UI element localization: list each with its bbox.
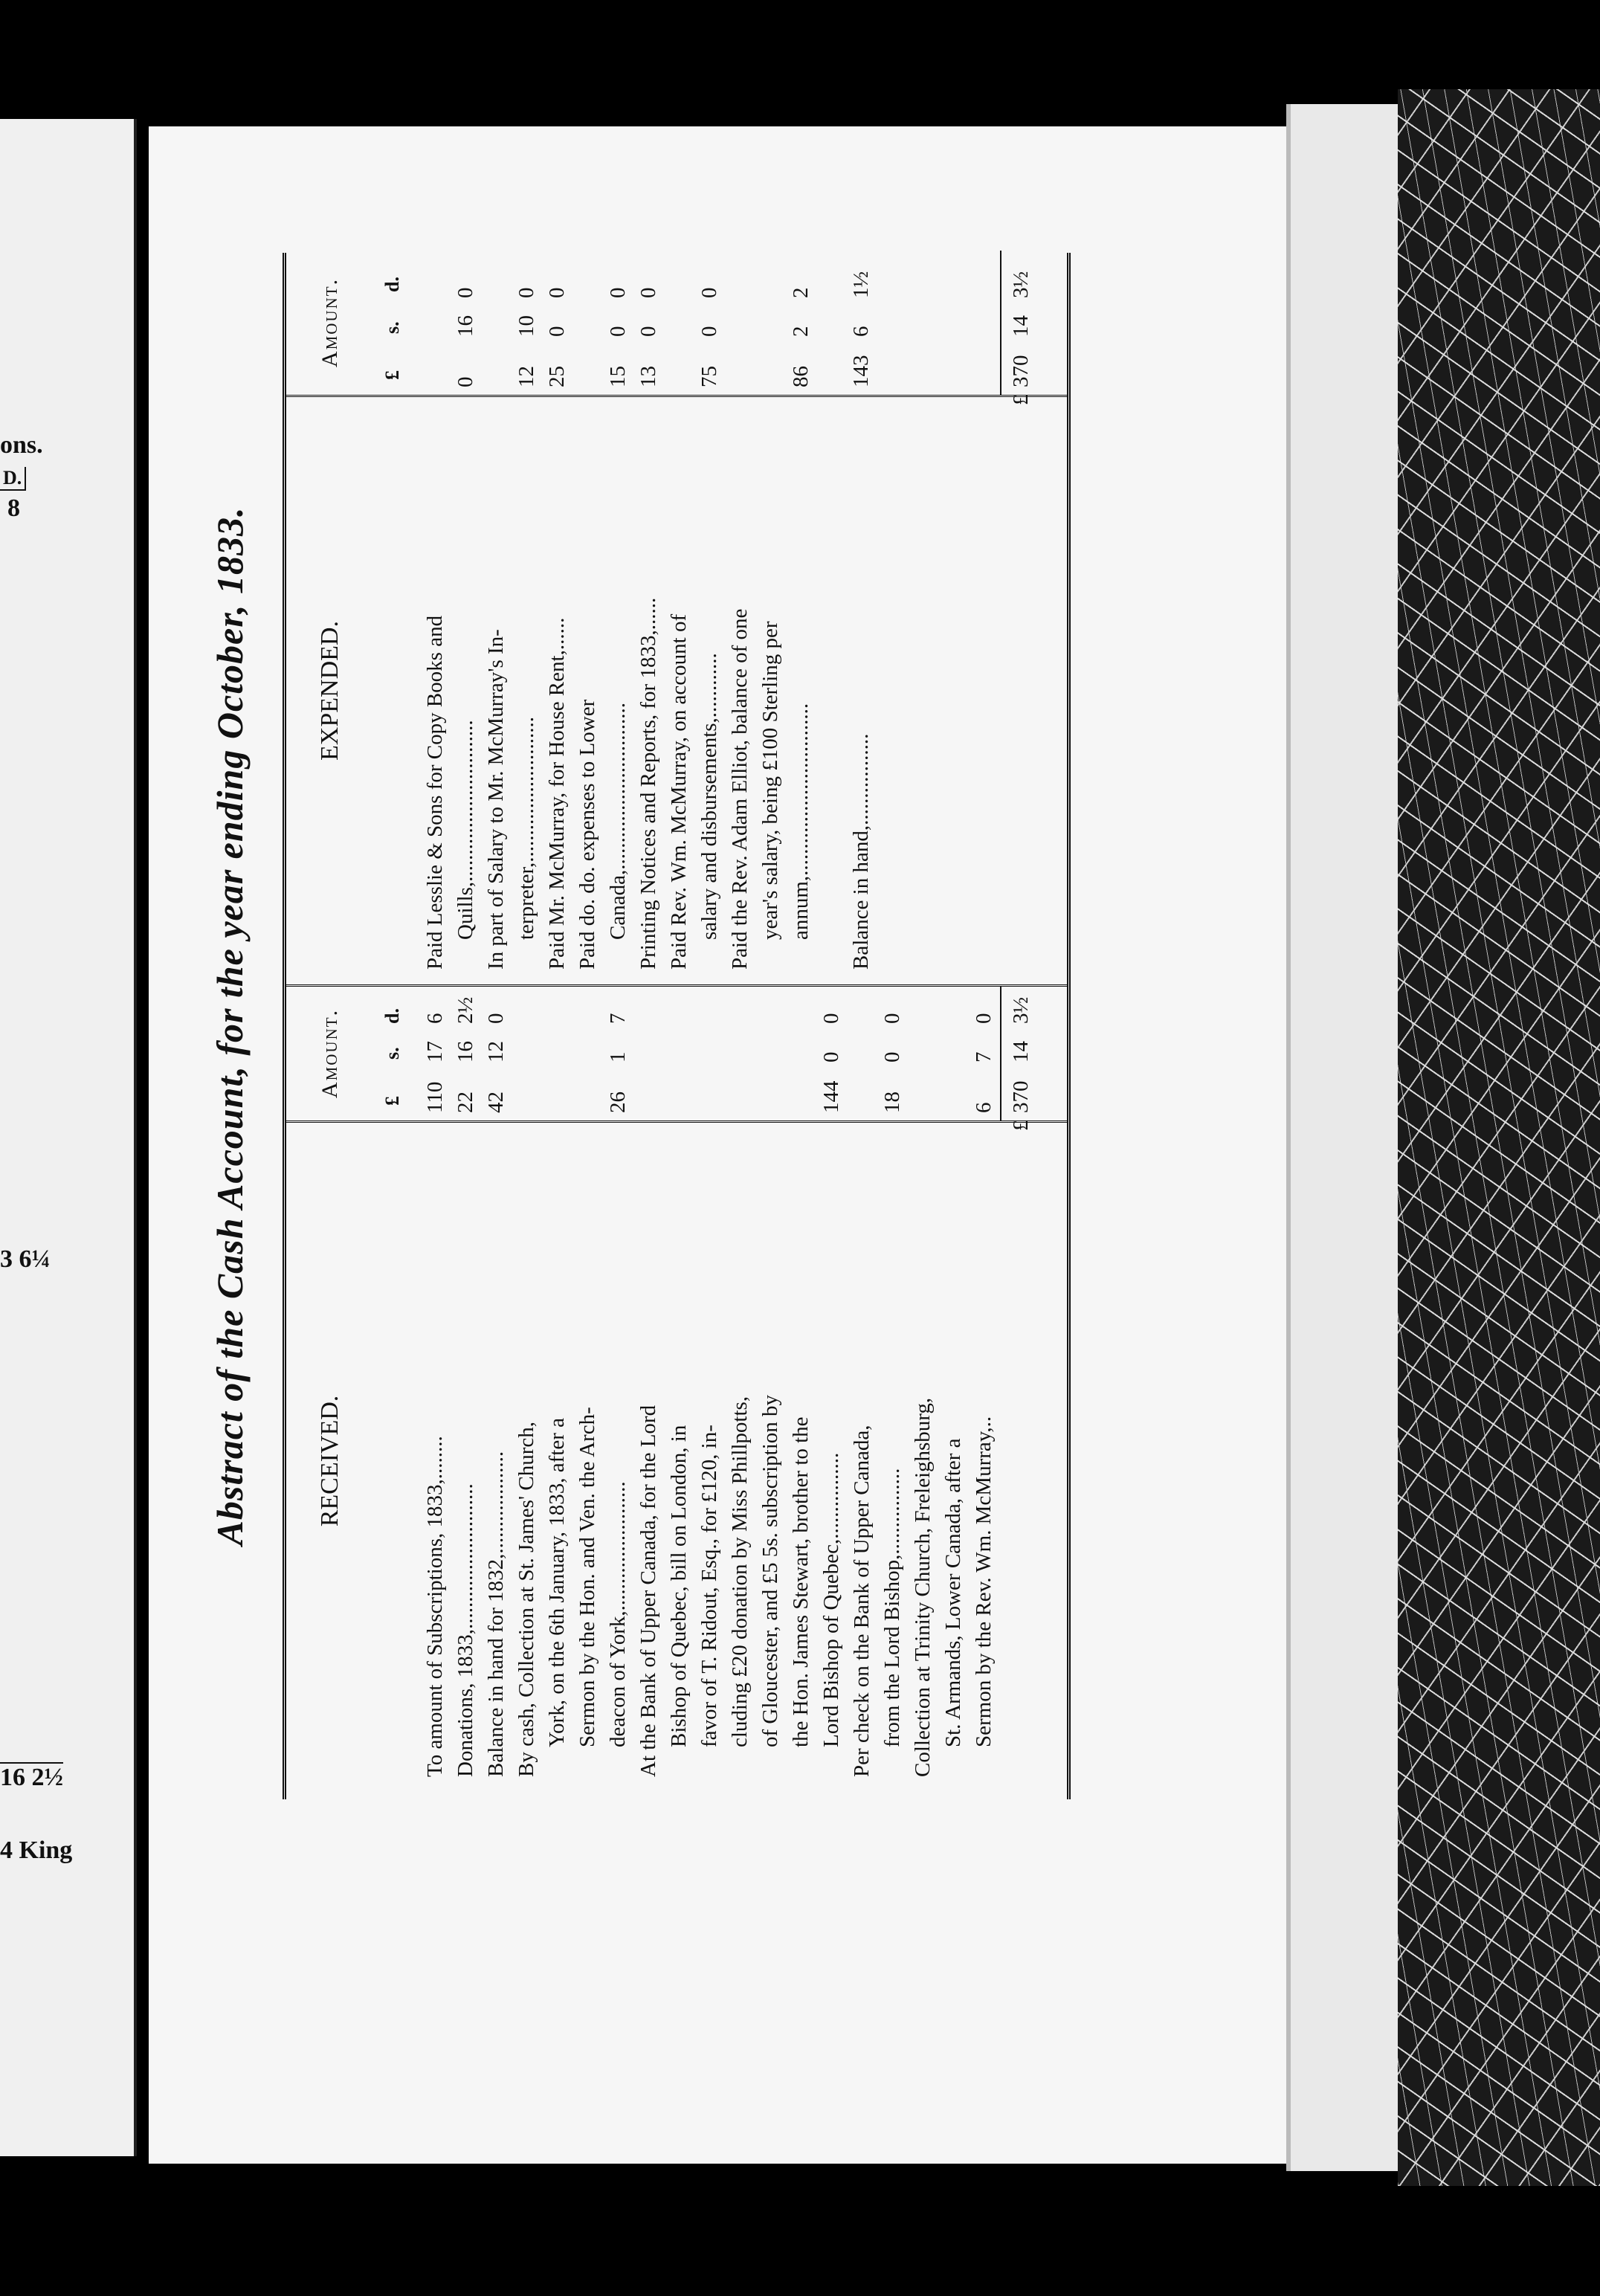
received-entry-line: the Hon. James Stewart, brother to the — [789, 1416, 813, 1747]
received-entry-line: To amount of Subscriptions, 1833,........ — [423, 1436, 447, 1777]
expended-pence: 2 — [789, 287, 813, 298]
previous-page-fragment: D. — [0, 467, 26, 491]
expended-entry — [572, 404, 633, 970]
expended-entry-line: Canada,............................... — [606, 703, 630, 940]
expended-entry — [542, 404, 572, 970]
expended-pounds: 143 — [849, 355, 873, 387]
received-pence: 6 — [423, 1013, 447, 1024]
expended-entry-line: Printing Notices and Reports, for 1833,...... — [636, 597, 660, 970]
lsd-header — [374, 251, 419, 395]
expended-entry-line: terpreter,........................... — [514, 716, 538, 940]
expended-entry-line: year's salary, being £100 Sterling per — [758, 621, 782, 940]
amount-header: Amount. — [317, 1008, 342, 1099]
received-header: RECEIVED. — [316, 1395, 343, 1527]
expended-entry — [846, 404, 877, 970]
previous-page — [0, 119, 137, 2156]
expended-pounds: 75 — [697, 366, 721, 387]
received-pence: 0 — [880, 1013, 904, 1024]
received-pounds: 6 — [972, 1102, 996, 1113]
shillings-label: s. — [381, 321, 403, 334]
received-total-shillings: 14 — [1009, 1041, 1033, 1062]
previous-page-fragment: ons. — [0, 431, 43, 459]
received-entry — [847, 1138, 908, 1777]
received-entry-line: St. Armands, Lower Canada, after a — [941, 1438, 965, 1747]
expended-entry-line: salary and disbursements,............ — [697, 653, 721, 940]
received-shillings: 17 — [423, 1041, 447, 1062]
marbled-endpaper — [1398, 89, 1600, 2186]
page-title: Abstract of the Cash Account, for the year ending October, 1833. — [209, 506, 251, 1546]
expended-entry-line: Paid the Rev. Adam Elliot, balance of one — [728, 608, 752, 970]
expended-entry-line: annum,................................ — [789, 703, 813, 940]
expended-pence: 0 — [454, 287, 477, 298]
expended-entry — [664, 404, 725, 970]
received-entry-line: cluding £20 donation by Miss Phillpotts, — [728, 1396, 752, 1747]
expended-entry-line: Quills,.............................. — [454, 720, 477, 940]
received-entry — [481, 1138, 512, 1777]
expended-pence: 0 — [514, 287, 538, 298]
received-entry-line: Sermon by the Hon. and Ven. the Arch- — [575, 1407, 599, 1747]
received-pounds: 144 — [819, 1080, 843, 1113]
received-entry-line: Collection at Trinity Church, Freleighsburg, — [911, 1397, 935, 1777]
received-entry-line: Sermon by the Rev. Wm. McMurray,.. — [972, 1416, 996, 1747]
received-shillings: 12 — [484, 1041, 508, 1062]
received-total-pounds: 370 — [1009, 1080, 1033, 1113]
received-entry — [451, 1138, 481, 1777]
received-shillings: 1 — [606, 1051, 630, 1062]
expended-amount-column — [286, 251, 1067, 405]
expended-pounds: 25 — [545, 366, 569, 387]
lsd-header — [374, 987, 419, 1120]
pence-label: d. — [381, 1008, 403, 1024]
received-entry — [633, 1138, 847, 1777]
received-entry-line: York, on the 6th January, 1833, after a — [545, 1418, 569, 1747]
previous-page-fragment: 16 2½ — [0, 1764, 63, 1791]
expended-shillings: 0 — [606, 326, 630, 337]
received-shillings: 16 — [454, 1041, 477, 1062]
page-edges — [1286, 104, 1402, 2171]
expended-shillings: 16 — [454, 315, 477, 337]
cash-account-table — [208, 253, 1145, 1799]
expended-pence: 0 — [636, 287, 660, 298]
received-total-rule — [1000, 987, 1001, 1120]
received-shillings: 0 — [880, 1051, 904, 1062]
received-entry-line: At the Bank of Upper Canada, for the Lord — [636, 1405, 660, 1777]
expended-entry-line: In part of Salary to Mr. McMurray's In- — [484, 629, 508, 970]
amount-header: Amount. — [317, 277, 342, 368]
received-pence: 0 — [819, 1013, 843, 1024]
previous-page-fragment: 4 King — [0, 1837, 73, 1864]
received-entry-line: By cash, Collection at St. James' Church, — [514, 1421, 538, 1777]
expended-total-rule — [1000, 251, 1001, 395]
received-pounds: 26 — [606, 1091, 630, 1113]
received-pence: 7 — [606, 1013, 630, 1024]
received-shillings: 0 — [819, 1051, 843, 1062]
expended-pence: 0 — [697, 287, 721, 298]
expended-shillings: 0 — [697, 326, 721, 337]
expended-entry — [481, 404, 542, 970]
received-column — [286, 1123, 1067, 1799]
pounds-label: £ — [381, 1096, 403, 1106]
expended-pounds: 0 — [454, 376, 477, 387]
expended-entry — [633, 404, 664, 970]
expended-pounds: 12 — [514, 366, 538, 387]
expended-shillings: 2 — [789, 326, 813, 337]
expended-pence: 1½ — [849, 271, 873, 298]
received-entry-line: Lord Bishop of Quebec,................ — [819, 1452, 843, 1747]
received-total-pound-sign: £ — [1009, 1120, 1033, 1131]
expended-shillings: 6 — [849, 326, 873, 337]
received-pounds: 110 — [423, 1081, 447, 1113]
account-frame — [283, 253, 1071, 1799]
received-entry-line: Bishop of Quebec, bill on London, in — [667, 1425, 691, 1747]
previous-page-fragment: 3 6¼ — [0, 1245, 51, 1273]
received-entry-line: favor of T. Ridout, Esq., for £120, in- — [697, 1425, 721, 1747]
expended-pounds: 13 — [636, 366, 660, 387]
received-entry-line: deacon of York,........................ — [606, 1481, 630, 1747]
expended-pence: 0 — [606, 287, 630, 298]
expended-entry-line: Paid Mr. McMurray, for House Rent,...... — [545, 617, 569, 970]
received-pounds: 22 — [454, 1091, 477, 1113]
received-total-pence: 3½ — [1009, 996, 1033, 1024]
expended-total-pounds: 370 — [1009, 355, 1033, 387]
received-entry — [908, 1138, 999, 1777]
expended-pounds: 15 — [606, 366, 630, 387]
expended-total-shillings: 14 — [1009, 315, 1033, 337]
expended-header: EXPENDED. — [316, 621, 343, 761]
received-pence: 0 — [484, 1013, 508, 1024]
pounds-label: £ — [381, 370, 403, 380]
previous-page-fragment: 8 — [7, 494, 20, 522]
expended-shillings: 0 — [545, 326, 569, 337]
expended-total-pence: 3½ — [1009, 271, 1033, 298]
expended-entry-line: Paid Rev. Wm. McMurray, on account of — [667, 613, 691, 970]
received-pounds: 18 — [880, 1091, 904, 1113]
received-pounds: 42 — [484, 1091, 508, 1113]
expended-total-pound-sign: £ — [1009, 394, 1033, 405]
expended-shillings: 10 — [514, 315, 538, 337]
expended-entry-line: Paid do. do. expenses to Lower — [575, 699, 599, 970]
pence-label: d. — [381, 277, 403, 292]
received-entry-line: Donations, 1833,........................... — [454, 1483, 477, 1777]
received-amount-column — [286, 984, 1067, 1131]
expended-entry — [420, 404, 481, 970]
received-pence: 0 — [972, 1013, 996, 1024]
received-entry-line: from the Lord Bishop,................ — [880, 1468, 904, 1747]
received-pence: 2½ — [454, 996, 477, 1024]
expended-entry-line: Paid Lesslie & Sons for Copy Books and — [423, 615, 447, 970]
expended-column — [286, 394, 1067, 984]
expended-shillings: 0 — [636, 326, 660, 337]
received-shillings: 7 — [972, 1051, 996, 1062]
expended-pence: 0 — [545, 287, 569, 298]
received-entry — [512, 1138, 633, 1777]
expended-pounds: 86 — [789, 366, 813, 387]
received-entry-line: Per check on the Bank of Upper Canada, — [850, 1425, 874, 1777]
received-entry-line: Balance in hand for 1832,................... — [484, 1451, 508, 1777]
received-entry — [420, 1138, 451, 1777]
expended-entry — [725, 404, 816, 970]
expended-entry-line: Balance in hand,................. — [849, 733, 873, 970]
received-entry-line: of Gloucester, and £5 5s. subscription by — [758, 1394, 782, 1747]
shillings-label: s. — [381, 1047, 403, 1060]
